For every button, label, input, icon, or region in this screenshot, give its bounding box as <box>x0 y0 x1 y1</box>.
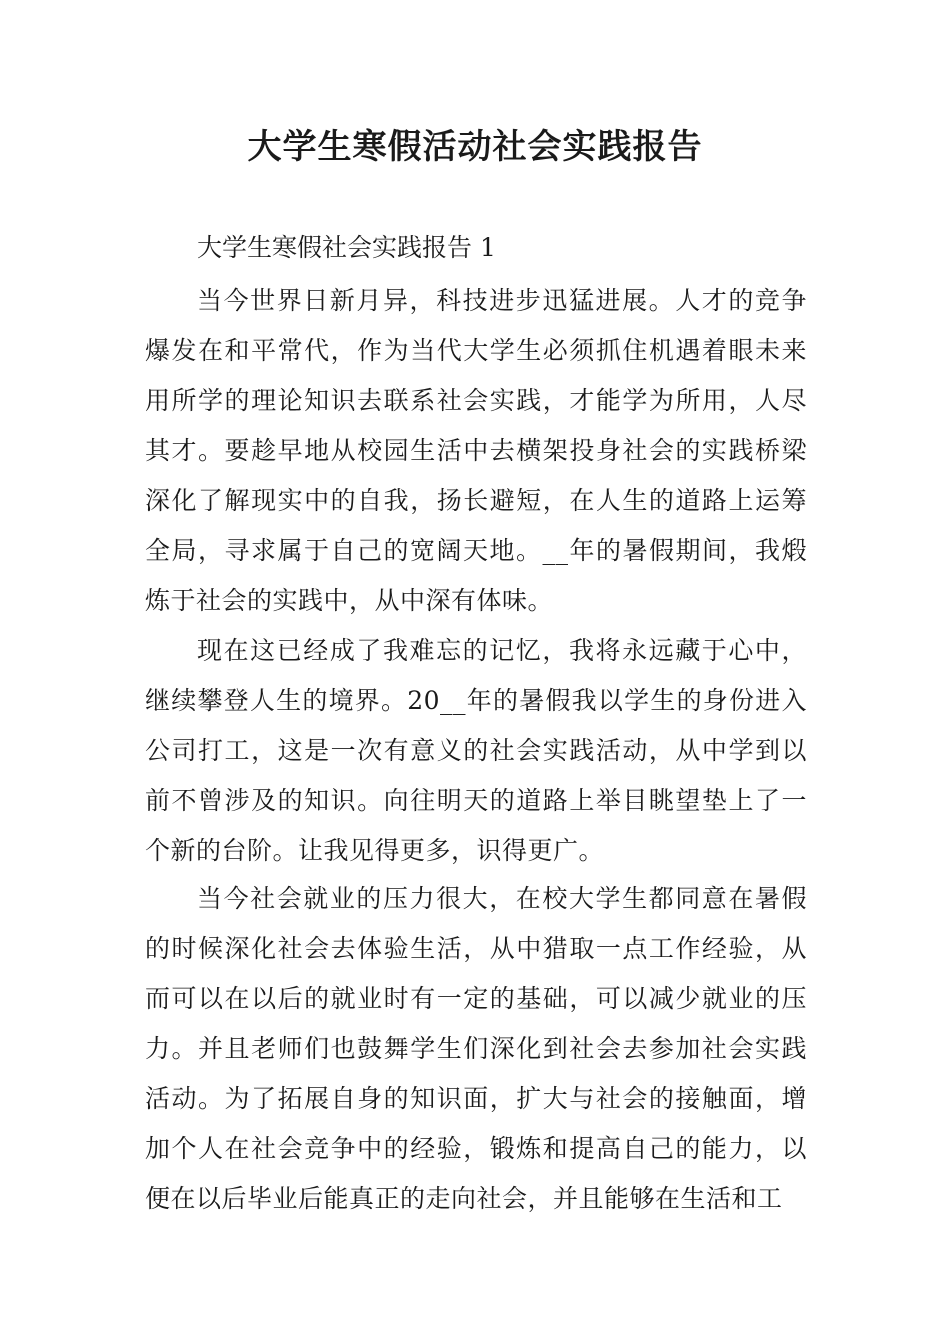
paragraph-3: 当今社会就业的压力很大，在校大学生都同意在暑假的时候深化社会去体验生活，从中猎取一点工作经验，从而可以在以后的就业时有一定的基础，可以减少就业的压力。并且老师们也鼓舞学生们深化到社会去参加社会实践活动。为了拓展自身的知识面，扩大与社会的接触面，增加个人在社会竞争中的经验，锻炼和提高自己的能力，以便在以后毕业后能真正的走向社会，并且能够在生活和工 <box>145 884 807 1213</box>
paragraph-2: 现在这已经成了我难忘的记忆，我将永远藏于心中，继续攀登人生的境界。20__年的暑假我以学生的身份进入公司打工，这是一次有意义的社会实践活动，从中学到以前不曾涉及的知识。向往明天的道路上举目眺望垫上了一个新的台阶。让我见得更多，识得更广。 <box>145 636 807 865</box>
paragraph-1: 当今世界日新月异，科技进步迅猛进展。人才的竞争爆发在和平常代，作为当代大学生必须抓住机遇着眼未来用所学的理论知识去联系社会实践，才能学为所用，人尽其才。要趁早地从校园生活中去横架投身社会的实践桥梁深化了解现实中的自我，扬长避短，在人生的道路上运筹全局，寻求属于自己的宽阔天地。__年的暑假期间，我煅炼于社会的实践中，从中深有体味。 <box>145 286 807 615</box>
document-title: 大学生寒假活动社会实践报告 <box>247 127 703 167</box>
section-heading: 大学生寒假社会实践报告 1 <box>197 233 496 262</box>
